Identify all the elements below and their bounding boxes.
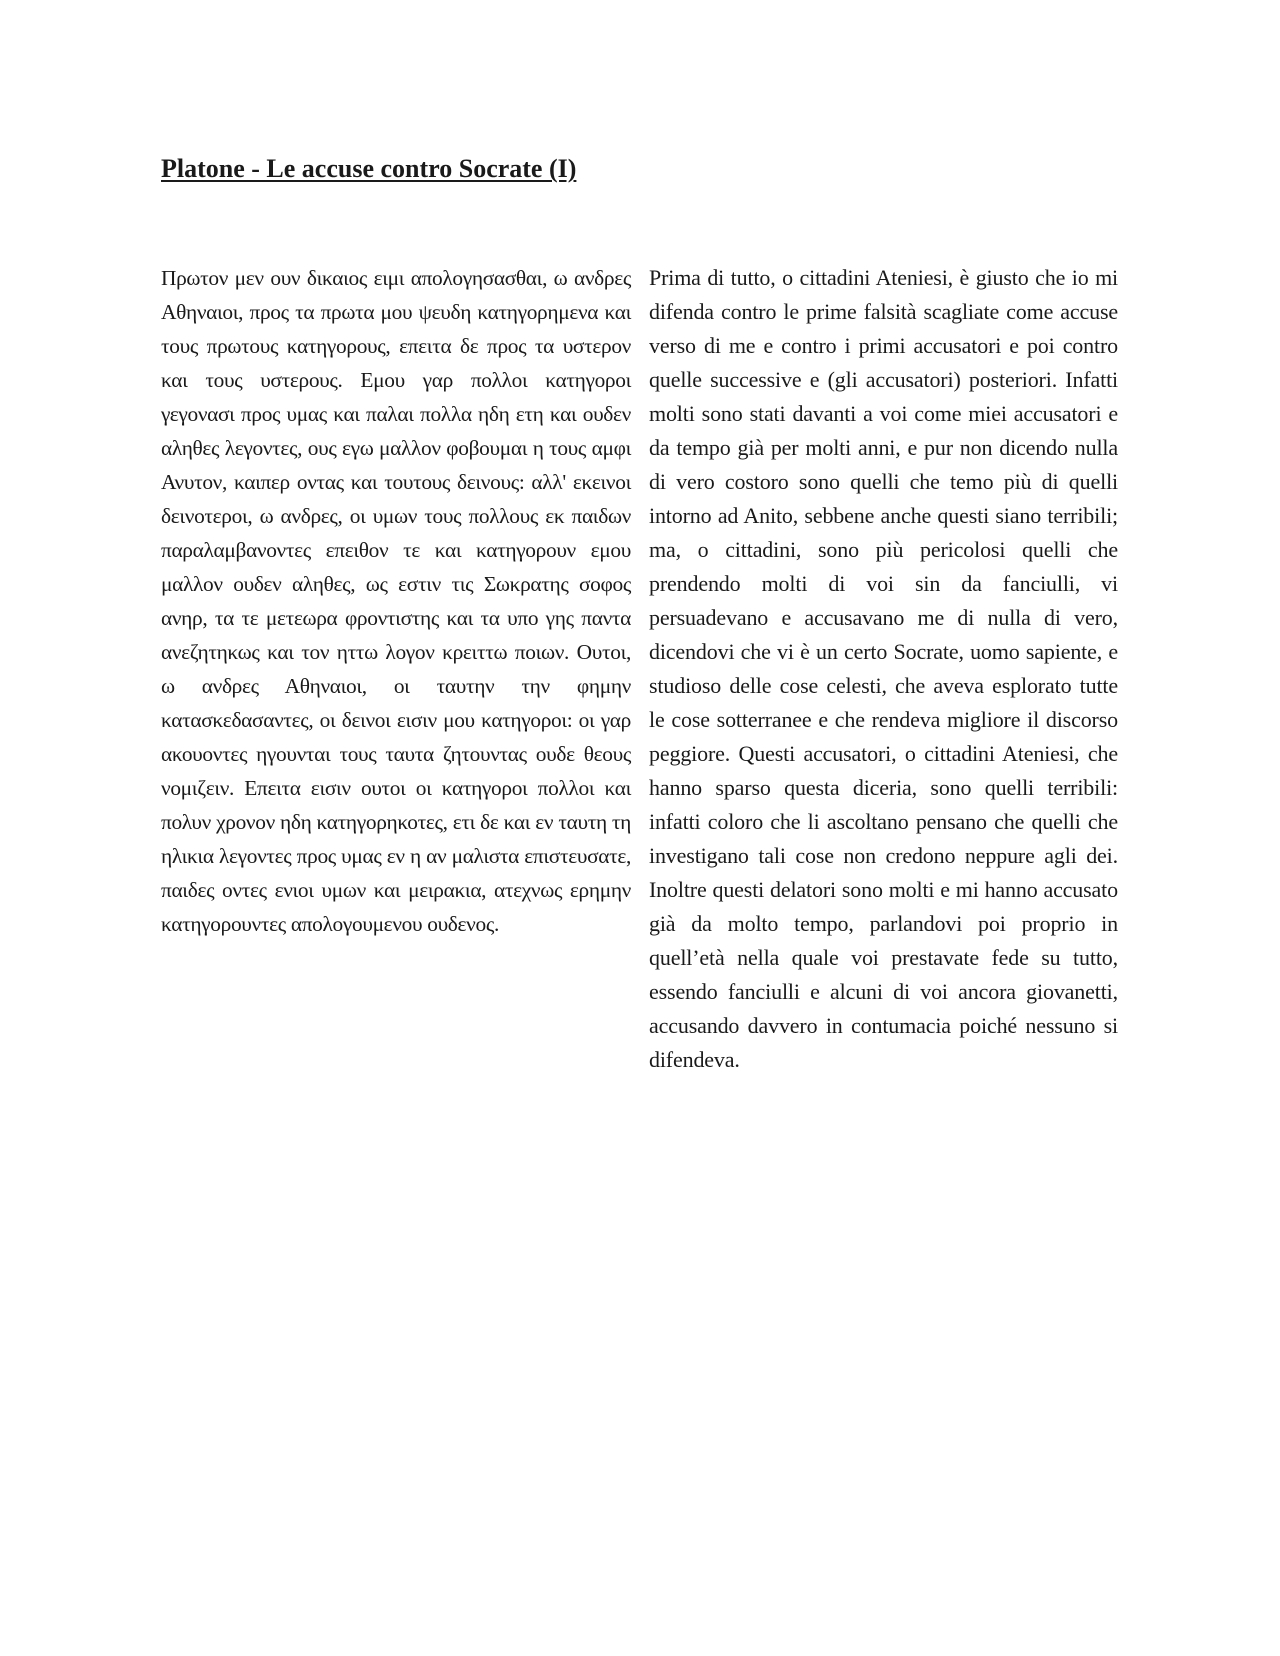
greek-original-text: Πρωτον μεν ουν δικαιος ειμι απολογησασθαι, ω ανδρες Αθηναιοι, προς τα πρωτα μου ψευδη κατηγορημενα και τους πρωτους κατηγορους, επειτα δε προς τα υστερον και τους υστερους. Εμου γαρ πολλοι κατηγοροι γεγονασι προς υμας και παλαι πολλα ηδη ετη και ουδεν αληθες λεγοντες, ους εγω μαλλον φοβουμαι η τους αμφι Ανυτον, καιπερ οντας και τουτους δεινους: αλλ' εκεινοι δεινοτεροι, ω ανδρες, οι υμων τους πολλους εκ παιδων παραλαμβανοντες επειθον τε και κατηγορουν εμου μαλλον ουδεν αληθες, ως εστιν τις Σωκρατης σοφος ανηρ, τα τε μετεωρα φροντιστης και τα υπο γης παντα ανεζητηκως και τον ηττω λογον κρειττω ποιων. Ουτοι, ω ανδρες Αθηναιοι, οι ταυτην την φημην κατασκεδασαντες, οι δεινοι εισιν μου κατηγοροι: οι γαρ ακουοντες ηγουνται τους ταυτα ζητουντας ουδε θεους νομιζειν. Επειτα εισιν ουτοι οι κατηγοροι πολλοι και πολυν χρονον ηδη κατηγορηκοτες, ετι δε και εν ταυτη τη ηλικια λεγοντες προς υμας εν η αν μαλιστα επιστευσατε, παιδες οντες ενιοι υμων και μειρακια, ατεχνως ερημην κατηγορουντες απολογουμενου ουδενος. bbox=[161, 266, 631, 936]
italian-translation-text: Prima di tutto, o cittadini Ateniesi, è giusto che io mi difenda contro le prime falsità scagliate come accuse verso di me e contro i primi accusatori e poi contro quelle successive e (gli accusatori) posteriori. Infatti molti sono stati davanti a voi come miei accusatori e da tempo già per molti anni, e pur non dicendo nulla di vero costoro sono quelli che temo più di quelli intorno ad Anito, sebbene anche questi siano terribili; ma, o cittadini, sono più pericolosi quelli che prendendo molti di voi sin da fanciulli, vi persuadevano e accusavano me di nulla di vero, dicendovi che vi è un certo Socrate, uomo sapiente, e studioso delle cose celesti, che aveva esplorato tutte le cose sotterranee e che rendeva migliore il discorso peggiore. Questi accusatori, o cittadini Ateniesi, che hanno sparso questa diceria, sono quelli terribili: infatti coloro che li ascoltano pensano che quelli che investigano tali cose non credono neppure agli dei. Inoltre questi delatori sono molti e mi hanno accusato già da molto tempo, parlandovi poi proprio in quell’età nella quale voi prestavate fede su tutto, essendo fanciulli e alcuni di voi ancora giovanetti, accusando davvero in contumacia poiché nessuno si difendeva. bbox=[649, 265, 1118, 1072]
document-title: Platone - Le accuse contro Socrate (I) bbox=[161, 154, 577, 183]
